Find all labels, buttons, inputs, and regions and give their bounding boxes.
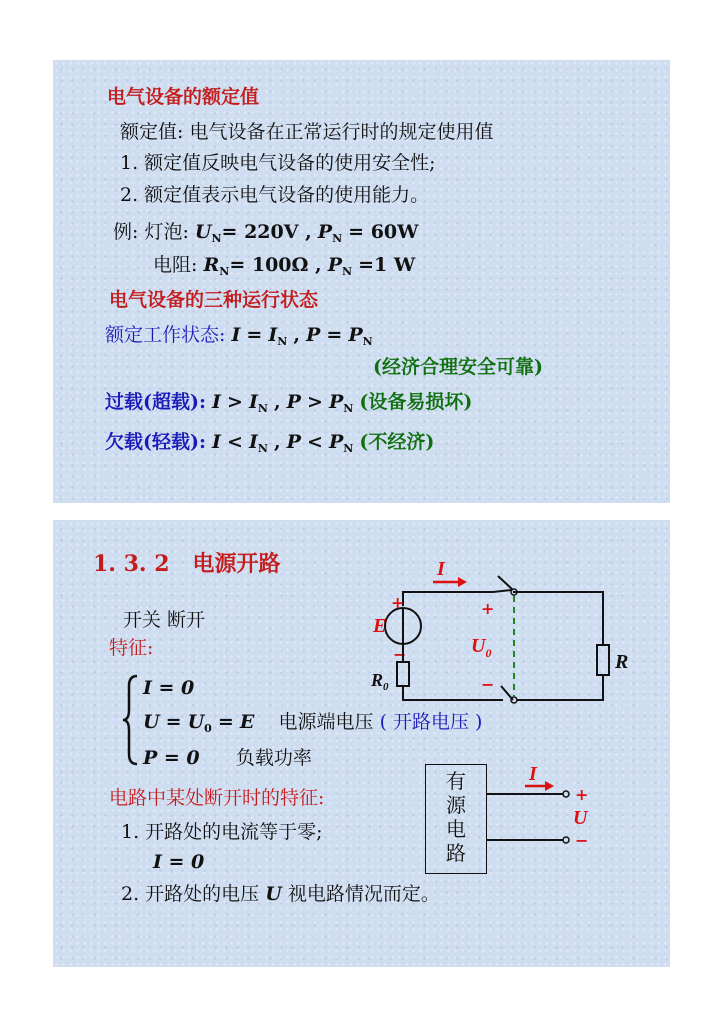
rated-value-definition: 额定值: 电气设备在正常运行时的规定使用值 bbox=[120, 121, 494, 143]
slide-rated-values bbox=[53, 60, 670, 503]
eq-current-zero bbox=[143, 676, 194, 700]
resistor-label: 电阻: bbox=[153, 254, 198, 276]
rated-state-note: (经济合理安全可靠) bbox=[373, 356, 543, 378]
box-char-2: 源 bbox=[446, 793, 466, 817]
heading-three-states: 电气设备的三种运行状态 bbox=[109, 289, 319, 311]
feature-brace bbox=[121, 674, 141, 766]
active-network-box bbox=[425, 764, 487, 874]
bulb-voltage: = 220V , bbox=[221, 221, 312, 243]
heading-rated-values: 电气设备的额定值 bbox=[107, 86, 260, 108]
rated-state-label: 额定工作状态: bbox=[105, 324, 226, 346]
source-E-label: E bbox=[373, 615, 387, 637]
example-bulb-line: 例: 灯泡: $U_N= 220V$ , $P_N = 60W$ bbox=[113, 221, 419, 245]
eq-current-text: I = 0 bbox=[143, 677, 195, 699]
terminal-minus: − bbox=[575, 831, 589, 850]
underload-note: (不经济) bbox=[359, 431, 435, 453]
open-point-2-text-a: 2. 开路处的电压 bbox=[121, 883, 260, 905]
open-point-1-eq-text: I = 0 bbox=[153, 851, 205, 873]
overload-note: (设备易损坏) bbox=[359, 391, 473, 413]
eq-power-text: P = 0 bbox=[143, 747, 200, 769]
terminal-current-label: I bbox=[529, 763, 537, 785]
overload-line: 过载(超载): $I > I_N$ , $P > P_N$ (设备易损坏) bbox=[105, 391, 473, 415]
slide-open-circuit bbox=[53, 520, 670, 967]
bulb-label: 灯泡: bbox=[144, 221, 189, 243]
source-minus: − bbox=[393, 645, 407, 664]
eq-power-zero bbox=[143, 746, 312, 770]
underload-line: 欠载(轻载): $I < I_N$ , $P < P_N$ (不经济) bbox=[105, 431, 435, 455]
rated-state-line: 额定工作状态: $I = I_N$ , $P = P_N$ bbox=[105, 324, 373, 348]
u0-plus: + bbox=[481, 599, 495, 618]
box-char-1: 有 bbox=[446, 769, 466, 793]
example-prefix: 例: bbox=[113, 221, 139, 243]
features-label: 特征: bbox=[109, 637, 154, 659]
bulb-power: = 60W bbox=[348, 221, 419, 243]
open-circuit-diagram bbox=[353, 550, 653, 710]
point-safety: 1. 额定值反映电气设备的使用安全性; bbox=[120, 152, 436, 174]
load-power-text: 负载功率 bbox=[235, 747, 312, 769]
box-char-3: 电 bbox=[446, 817, 466, 841]
point-capability: 2. 额定值表示电气设备的使用能力。 bbox=[120, 184, 430, 206]
open-point-2-var: U bbox=[265, 883, 282, 905]
resistor-power: =1 W bbox=[358, 254, 416, 276]
terminal-plus: + bbox=[575, 785, 589, 804]
r0-label: $R_0$ bbox=[371, 670, 389, 693]
example-resistor-line: 电阻: $R_N= 100\Omega$ , $P_N =1$ W bbox=[153, 254, 416, 278]
resistor-resistance: = 100Ω , bbox=[229, 254, 322, 276]
u0-minus: − bbox=[481, 675, 495, 694]
box-char-4: 路 bbox=[446, 841, 466, 865]
open-point-2-text-b: 视电路情况而定。 bbox=[287, 883, 440, 905]
current-label: I bbox=[437, 558, 445, 580]
switch-state: 开关 断开 bbox=[123, 609, 206, 631]
open-point-1-eq bbox=[153, 850, 204, 874]
active-network-terminals bbox=[487, 764, 607, 874]
open-feature-heading: 电路中某处断开时的特征: bbox=[109, 787, 325, 809]
open-point-1: 1. 开路处的电流等于零; bbox=[121, 821, 323, 843]
open-circuit-voltage: ( 开路电压 ) bbox=[379, 711, 483, 733]
load-R-label: R bbox=[615, 651, 629, 673]
u0-label: $U_0$ bbox=[471, 635, 492, 660]
underload-label: 欠载(轻载): bbox=[105, 431, 206, 453]
section-title: 电源开路 bbox=[192, 551, 281, 577]
section-heading bbox=[93, 552, 281, 576]
eq-voltage: $U = U_0 = E$ 电源端电压 ( 开路电压 ) bbox=[143, 711, 483, 735]
overload-label: 过载(超载): bbox=[105, 391, 206, 413]
open-point-2 bbox=[121, 882, 440, 906]
section-number: 1. 3. 2 bbox=[93, 551, 170, 577]
terminal-voltage-text: 电源端电压 bbox=[278, 711, 374, 733]
source-plus: + bbox=[391, 593, 405, 612]
terminal-U-label: U bbox=[573, 807, 588, 829]
